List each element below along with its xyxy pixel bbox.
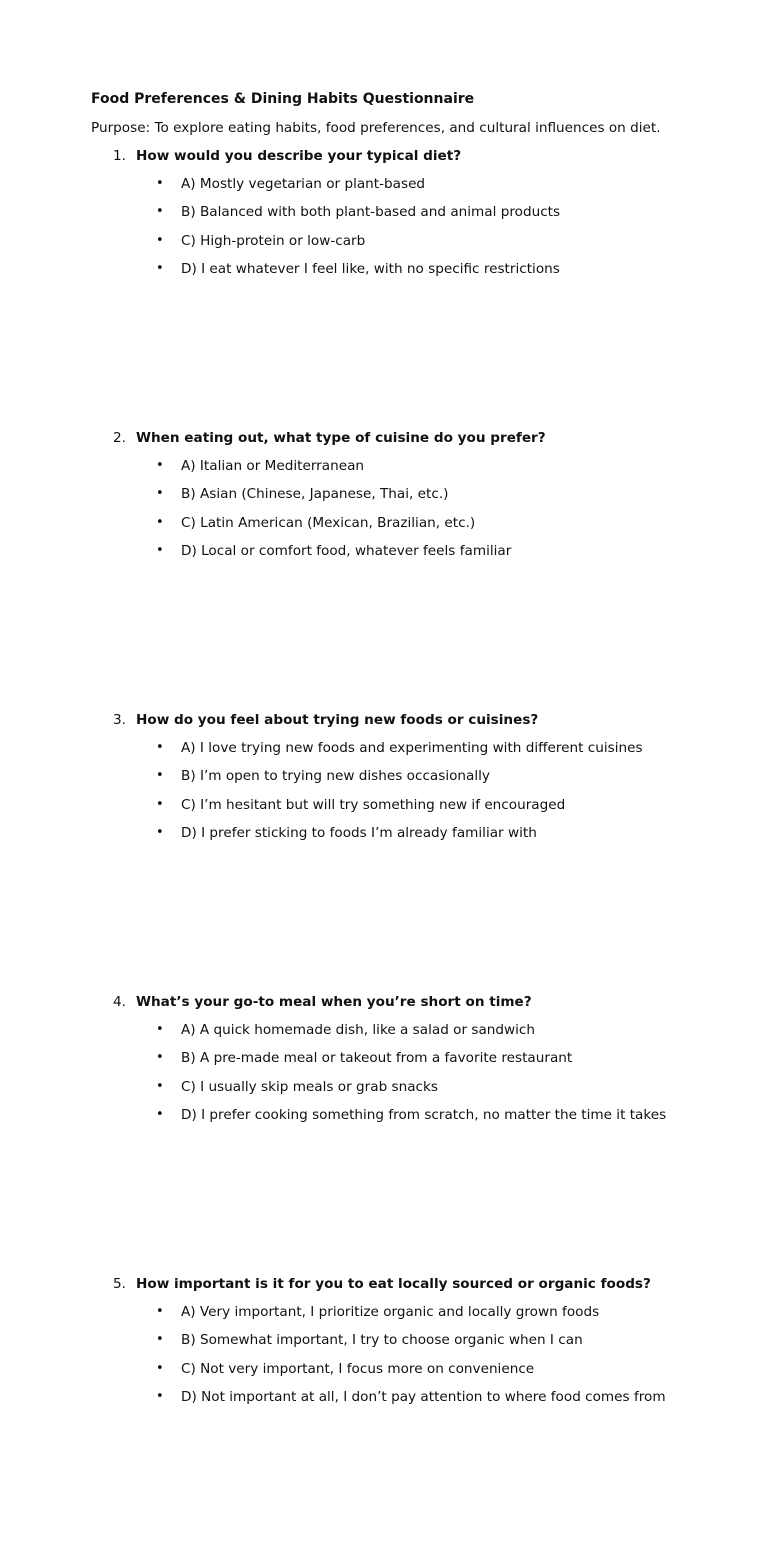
answer-option [0, 1389, 768, 1417]
bullet-icon: • [156, 1388, 164, 1404]
question-text: What’s your go-to meal when you’re short on time? [136, 994, 532, 1010]
answer-option [0, 1332, 768, 1360]
option-text: C) High-protein or low-carb [181, 232, 366, 249]
option-text: C) Not very important, I focus more on convenience [181, 1360, 535, 1377]
option-text: B) A pre-made meal or takeout from a favorite restaurant [181, 1050, 573, 1067]
question-heading [0, 430, 768, 458]
bullet-icon: • [156, 740, 164, 756]
answer-option [0, 1107, 768, 1135]
option-text: B) I’m open to trying new dishes occasionally [181, 768, 490, 785]
question-text: When eating out, what type of cuisine do you prefer? [136, 430, 546, 446]
answer-option [0, 1022, 768, 1050]
option-text: C) I usually skip meals or grab snacks [181, 1078, 438, 1095]
option-text: D) Not important at all, I don’t pay attention to where food comes from [181, 1388, 666, 1405]
answer-option [0, 797, 768, 825]
question-text: How do you feel about trying new foods or cuisines? [136, 712, 539, 728]
bullet-icon: • [156, 1360, 164, 1376]
answer-option [0, 204, 768, 232]
option-text: C) Latin American (Mexican, Brazilian, etc.) [181, 514, 476, 531]
answer-option [0, 233, 768, 261]
question-1 [0, 148, 768, 430]
answer-option [0, 768, 768, 796]
answer-option [0, 261, 768, 289]
bullet-icon: • [156, 768, 164, 784]
option-text: D) I prefer cooking something from scratch, no matter the time it takes [181, 1106, 667, 1123]
bullet-icon: • [156, 1078, 164, 1094]
bullet-icon: • [156, 1332, 164, 1348]
answer-option [0, 1361, 768, 1389]
option-text: A) A quick homemade dish, like a salad or sandwich [181, 1022, 536, 1039]
answer-option [0, 1079, 768, 1107]
bullet-icon: • [156, 796, 164, 812]
question-number: 5. [113, 1276, 126, 1292]
question-2 [0, 430, 768, 712]
question-text: How would you describe your typical diet? [136, 148, 462, 164]
option-text: D) I prefer sticking to foods I’m already familiar with [181, 824, 537, 841]
bullet-icon: • [156, 204, 164, 220]
bullet-icon: • [156, 514, 164, 530]
answer-option [0, 515, 768, 543]
question-5 [0, 1276, 768, 1558]
question-number: 2. [113, 430, 126, 446]
purpose-statement: Purpose: To explore eating habits, food preferences, and cultural influences on diet. [91, 120, 661, 136]
answer-option [0, 740, 768, 768]
bullet-icon: • [156, 1304, 164, 1320]
bullet-icon: • [156, 176, 164, 192]
question-4 [0, 994, 768, 1276]
option-text: A) Italian or Mediterranean [181, 458, 365, 475]
option-text: D) Local or comfort food, whatever feels familiar [181, 542, 512, 559]
bullet-icon: • [156, 542, 164, 558]
option-text: A) I love trying new foods and experimenting with different cuisines [181, 740, 643, 757]
question-heading [0, 712, 768, 740]
bullet-icon: • [156, 824, 164, 840]
answer-option [0, 825, 768, 853]
option-text: B) Balanced with both plant-based and animal products [181, 204, 561, 221]
answer-option [0, 1050, 768, 1078]
option-text: C) I’m hesitant but will try something new if encouraged [181, 796, 566, 813]
answer-option [0, 486, 768, 514]
question-text: How important is it for you to eat locally sourced or organic foods? [136, 1276, 651, 1292]
option-text: D) I eat whatever I feel like, with no specific restrictions [181, 260, 560, 277]
bullet-icon: • [156, 1106, 164, 1122]
bullet-icon: • [156, 232, 164, 248]
question-3 [0, 712, 768, 994]
answer-option [0, 176, 768, 204]
question-heading [0, 148, 768, 176]
option-text: A) Mostly vegetarian or plant-based [181, 176, 426, 193]
option-text: A) Very important, I prioritize organic and locally grown foods [181, 1304, 600, 1321]
answer-option [0, 1304, 768, 1332]
document-title: Food Preferences & Dining Habits Questionnaire [91, 91, 475, 107]
question-number: 1. [113, 148, 126, 164]
bullet-icon: • [156, 1050, 164, 1066]
answer-option [0, 543, 768, 571]
question-heading [0, 994, 768, 1022]
answer-option [0, 458, 768, 486]
bullet-icon: • [156, 486, 164, 502]
question-number: 3. [113, 712, 126, 728]
question-list [0, 148, 768, 1558]
option-text: B) Asian (Chinese, Japanese, Thai, etc.) [181, 486, 449, 503]
bullet-icon: • [156, 458, 164, 474]
question-number: 4. [113, 994, 126, 1010]
question-heading [0, 1276, 768, 1304]
bullet-icon: • [156, 1022, 164, 1038]
option-text: B) Somewhat important, I try to choose organic when I can [181, 1332, 583, 1349]
bullet-icon: • [156, 260, 164, 276]
